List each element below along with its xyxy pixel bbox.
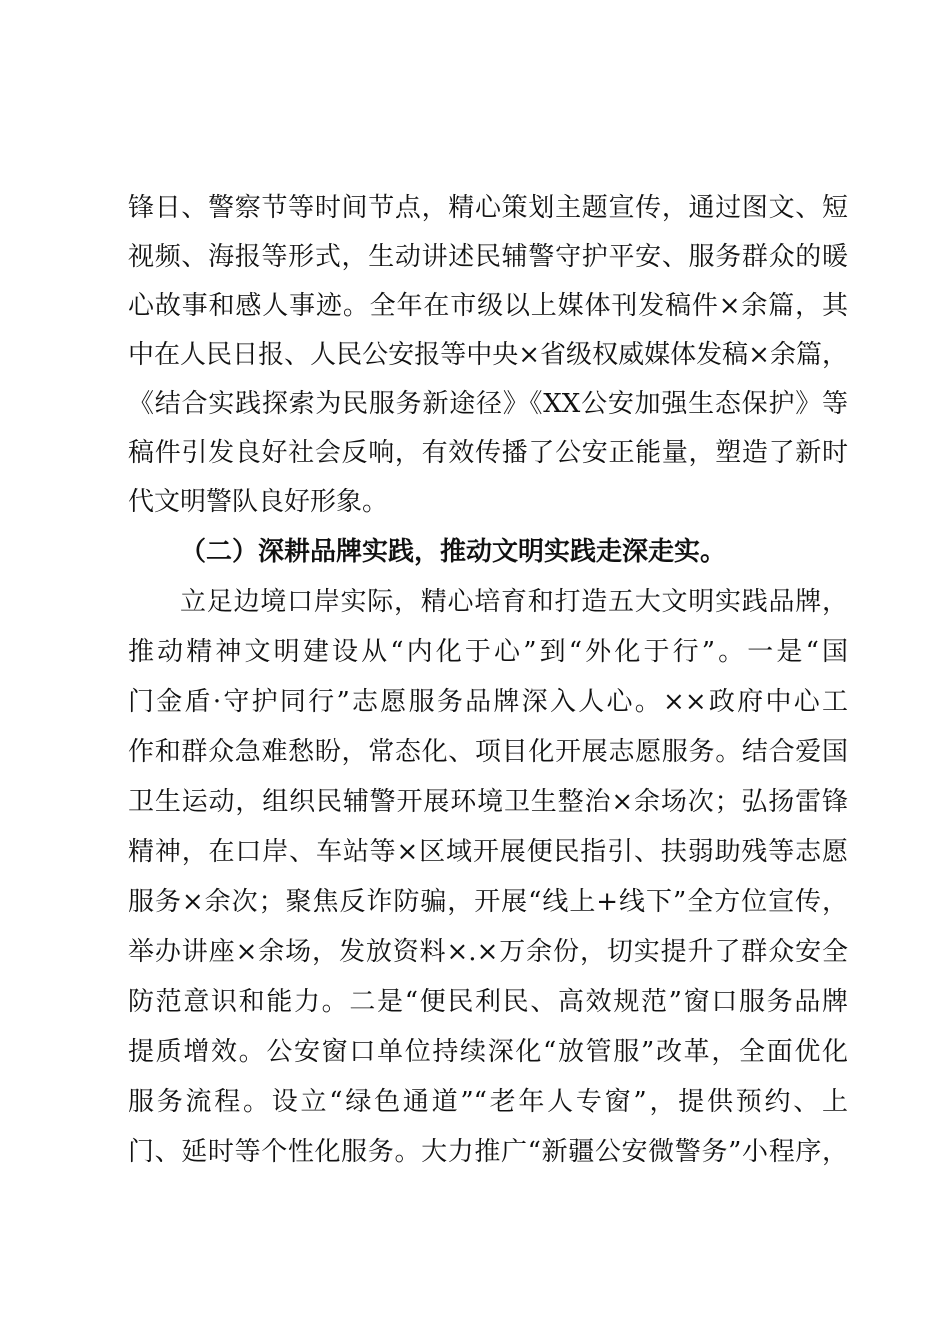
paragraph-line: 防范意识和能力。二是“便民利民、高效规范”窗口服务品牌 (128, 987, 848, 1017)
paragraph-line: 中在人民日报、人民公安报等中央×省级权威媒体发稿×余篇， (128, 340, 848, 370)
paragraph-line: 服务流程。设立“绿色通道”“老年人专窗”，提供预约、上 (128, 1087, 848, 1117)
paragraph-line: 锋日、警察节等时间节点，精心策划主题宣传，通过图文、短 (128, 193, 848, 223)
paragraph-line: 提质增效。公安窗口单位持续深化“放管服”改革，全面优化 (128, 1037, 848, 1067)
paragraph-line: 服务×余次；聚焦反诈防骗，开展“线上+线下”全方位宣传， (128, 887, 848, 917)
paragraph-line: 卫生运动，组织民辅警开展环境卫生整治×余场次；弘扬雷锋 (128, 787, 848, 817)
paragraph-line: 精神，在口岸、车站等×区域开展便民指引、扶弱助残等志愿 (128, 837, 848, 867)
paragraph-line: 视频、海报等形式，生动讲述民辅警守护平安、服务群众的暖 (128, 242, 848, 272)
paragraph-line: 作和群众急难愁盼，常态化、项目化开展志愿服务。结合爱国 (128, 737, 848, 767)
paragraph-line: 举办讲座×余场，发放资料×.×万余份，切实提升了群众安全 (128, 937, 848, 967)
paragraph-line: 稿件引发良好社会反响，有效传播了公安正能量，塑造了新时 (128, 438, 848, 468)
paragraph-line: 门金盾·守护同行”志愿服务品牌深入人心。××政府中心工 (128, 687, 848, 717)
paragraph-line: 心故事和感人事迹。全年在市级以上媒体刊发稿件×余篇，其 (128, 291, 848, 321)
paragraph-line: 门、延时等个性化服务。大力推广“新疆公安微警务”小程序， (128, 1137, 848, 1167)
paragraph-line: 立足边境口岸实际，精心培育和打造五大文明实践品牌， (180, 587, 848, 617)
paragraph-line: 代文明警队良好形象。 (128, 487, 389, 517)
section-heading: （二）深耕品牌实践，推动文明实践走深走实。 (180, 537, 727, 567)
paragraph-line: 推动精神文明建设从“内化于心”到“外化于行”。一是“国 (128, 637, 848, 667)
paragraph-line: 《结合实践探索为民服务新途径》《XX公安加强生态保护》等 (128, 389, 848, 419)
